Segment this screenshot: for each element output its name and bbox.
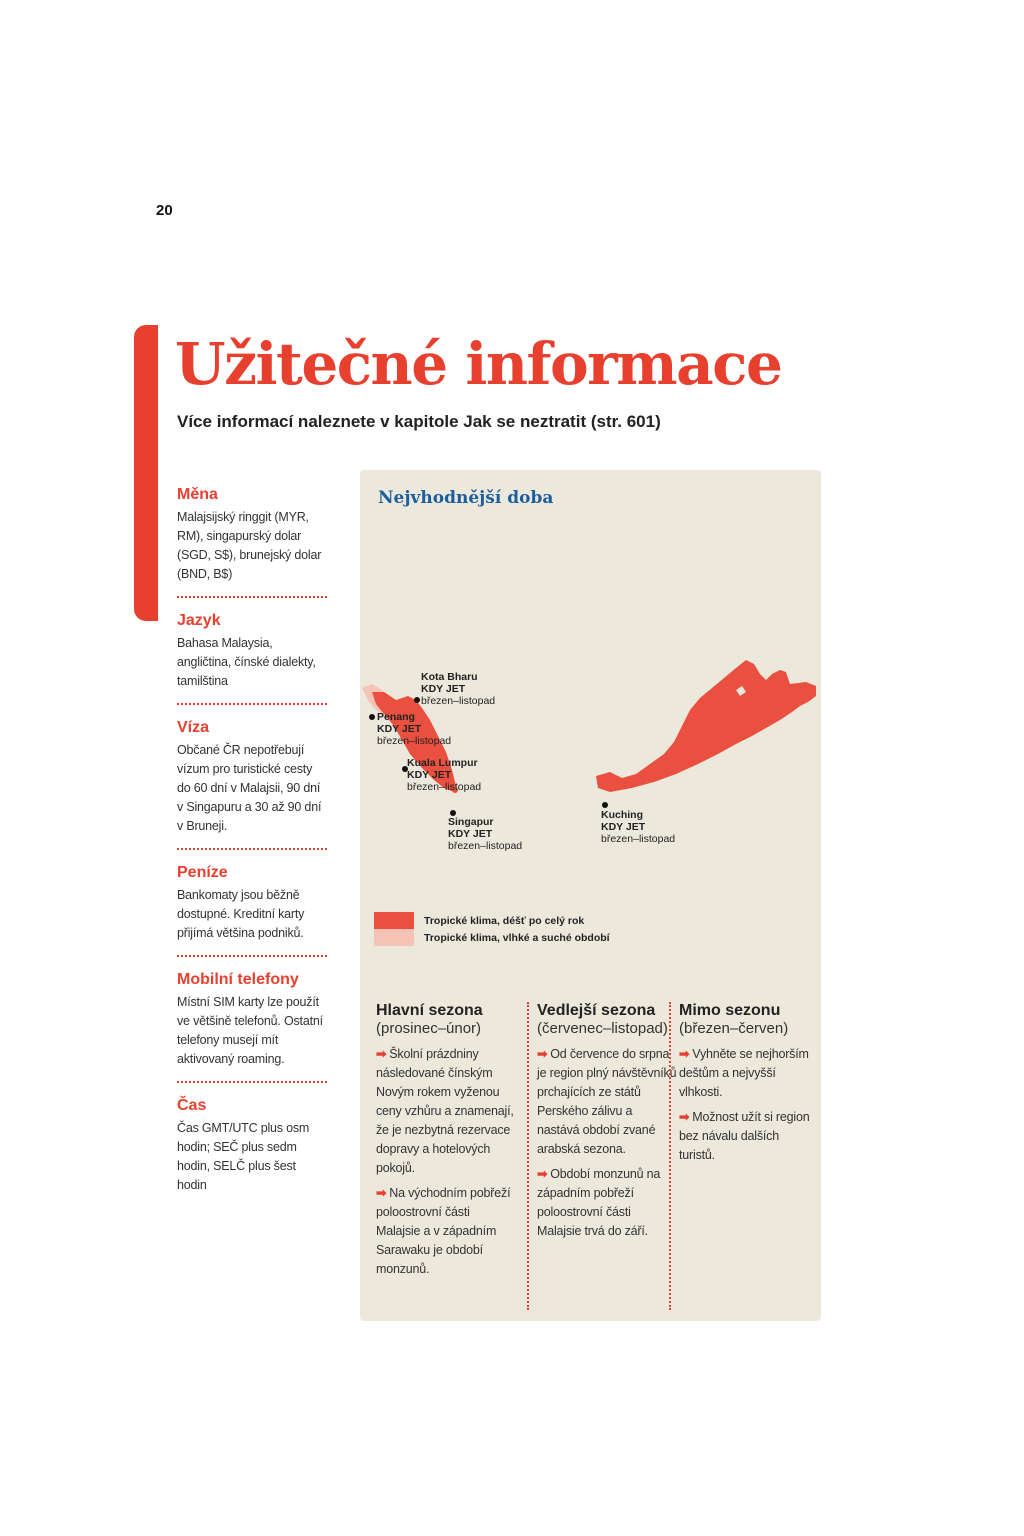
season-period: (březen–červen) xyxy=(679,1020,789,1037)
arrow-icon: ➡ xyxy=(376,1047,387,1061)
info-language xyxy=(177,612,327,705)
season-item-text: Možnost užít si region bez návalu dalších turistů. xyxy=(679,1110,810,1162)
city-kdy: KDY JET xyxy=(377,723,422,735)
map-legend xyxy=(374,912,610,946)
info-mobile-phones xyxy=(177,971,327,1083)
city-label-kota-bharu xyxy=(421,671,495,707)
city-name: Kuching xyxy=(601,809,643,821)
season-period: (prosinec–únor) xyxy=(376,1020,482,1037)
city-kdy: KDY JET xyxy=(448,828,493,840)
legend-label: Tropické klima, vlhké a suché období xyxy=(424,931,610,944)
season-title: Vedlejší sezona xyxy=(537,1002,656,1019)
city-label-penang xyxy=(377,711,451,747)
section-text: Malajsijský ringgit (MYR, RM), singapurský dolar (SGD, S$), brunejský dolar (BND, B$) xyxy=(177,510,322,581)
malaysia-map xyxy=(360,640,821,890)
city-name: Singapur xyxy=(448,816,494,828)
city-dot-penang xyxy=(369,714,375,720)
section-heading: Peníze xyxy=(177,864,228,881)
season-high xyxy=(376,1002,516,1285)
season-item-text: Školní prázdniny následované čínským Novým rokem vyženou ceny vzhůru a znamenají, že je nezbytná rezervace dopravy a hotelových pokojů. xyxy=(376,1047,514,1175)
season-period: (červenec–listopad) xyxy=(537,1020,668,1037)
city-dot-kota-bharu xyxy=(414,697,420,703)
season-item xyxy=(376,1045,516,1178)
page-subtitle: Více informací naleznete v kapitole Jak se neztratit (str. 601) xyxy=(177,412,661,431)
panel-title: Nejvhodnější doba xyxy=(378,488,554,508)
city-kdy: KDY JET xyxy=(407,769,452,781)
city-dot-kuching xyxy=(602,802,608,808)
city-kdy: KDY JET xyxy=(601,821,646,833)
city-name: Penang xyxy=(377,711,415,723)
info-time xyxy=(177,1097,327,1207)
section-heading: Jazyk xyxy=(177,612,221,629)
city-label-singapur xyxy=(448,816,522,852)
section-text: Bankomaty jsou běžně dostupné. Kreditní karty přijímá většina podniků. xyxy=(177,888,305,940)
section-heading: Víza xyxy=(177,719,210,736)
page-number: 20 xyxy=(156,202,173,219)
borneo-region xyxy=(596,660,816,792)
section-heading: Mobilní telefony xyxy=(177,971,299,988)
legend-item xyxy=(374,929,610,946)
season-low xyxy=(669,1002,815,1310)
season-item-text: Období monzunů na západním pobřeží poloostrovní části Malajsie trvá do září. xyxy=(537,1167,661,1238)
info-currency xyxy=(177,486,327,598)
season-title: Hlavní sezona xyxy=(376,1002,483,1019)
info-money xyxy=(177,864,327,957)
season-title: Mimo sezonu xyxy=(679,1002,781,1019)
arrow-icon: ➡ xyxy=(679,1047,690,1061)
season-item xyxy=(376,1184,516,1279)
city-period: březen–listopad xyxy=(407,781,482,793)
legend-swatch-wet-dry xyxy=(374,929,414,946)
legend-item xyxy=(374,912,610,929)
best-time-panel xyxy=(360,470,821,1321)
season-item xyxy=(537,1165,677,1241)
season-item xyxy=(679,1108,815,1165)
section-heading: Měna xyxy=(177,486,218,503)
city-name: Kota Bharu xyxy=(421,671,478,683)
section-text: Čas GMT/UTC plus osm hodin; SEČ plus sedm hodin, SELČ plus šest hodin xyxy=(177,1121,310,1192)
city-period: březen–listopad xyxy=(421,695,496,707)
city-period: březen–listopad xyxy=(601,833,676,845)
section-text: Bahasa Malaysia, angličtina, čínské dialekty, tamilština xyxy=(177,636,316,688)
city-label-kuala-lumpur xyxy=(407,757,481,793)
city-period: březen–listopad xyxy=(448,840,523,852)
accent-bar xyxy=(134,325,158,621)
season-item xyxy=(537,1045,677,1159)
info-sidebar xyxy=(177,486,327,1221)
section-text: Občané ČR nepotřebují vízum pro turistické cesty do 60 dní v Malajsii, 90 dní v Singapuru a 30 až 90 dní v Bruneji. xyxy=(177,743,322,833)
season-item-text: Vyhněte se nejhorším deštům a nejvyšší vlhkosti. xyxy=(679,1047,809,1099)
legend-swatch-rain xyxy=(374,912,414,929)
info-visa xyxy=(177,719,327,850)
page-title: Užitečné informace xyxy=(175,330,782,398)
section-text: Místní SIM karty lze použít ve většině telefonů. Ostatní telefony musejí mít aktivovaný roaming. xyxy=(177,995,323,1066)
season-item-text: Od července do srpna je region plný návštěvníků prchajících ze států Perského zálivu a nastává období zvané arabská sezona. xyxy=(537,1047,677,1156)
city-period: březen–listopad xyxy=(377,735,452,747)
arrow-icon: ➡ xyxy=(537,1167,548,1181)
arrow-icon: ➡ xyxy=(679,1110,690,1124)
season-item-text: Na východním pobřeží poloostrovní části Malajsie a v západním Sarawaku je období monzunů. xyxy=(376,1186,511,1276)
section-heading: Čas xyxy=(177,1097,207,1114)
season-item xyxy=(679,1045,815,1102)
legend-label: Tropické klima, déšť po celý rok xyxy=(424,914,585,927)
arrow-icon: ➡ xyxy=(537,1047,548,1061)
arrow-icon: ➡ xyxy=(376,1186,387,1200)
city-name: Kuala Lumpur xyxy=(407,757,478,769)
city-label-kuching xyxy=(601,809,675,845)
city-kdy: KDY JET xyxy=(421,683,466,695)
season-shoulder xyxy=(527,1002,677,1310)
